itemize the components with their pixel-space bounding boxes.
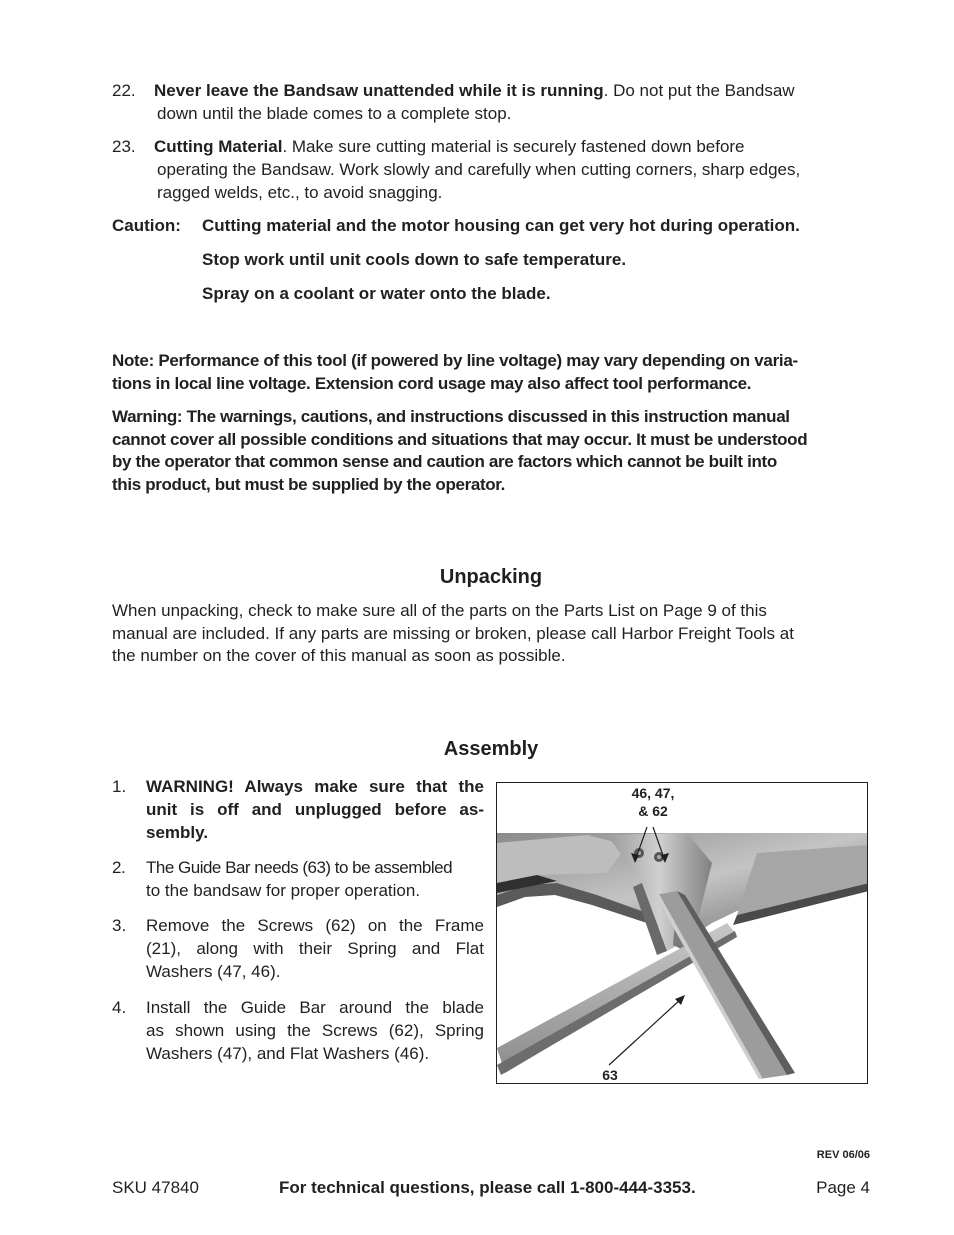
item-22-text-line2: down until the blade comes to a complete stop. — [157, 104, 512, 123]
note-line-1: Note: Performance of this tool (if powered by line voltage) may vary depending on varia- — [112, 351, 798, 370]
callout-line-2: & 62 — [638, 803, 668, 819]
unpacking-line-1: When unpacking, check to make sure all of the parts on the Parts List on Page 9 of this — [112, 601, 767, 620]
assembly-step-4-number: 4. — [112, 998, 127, 1017]
assembly-step-2-number: 2. — [112, 858, 126, 877]
warning-line-3: by the operator that common sense and caution are factors which cannot be built into — [112, 452, 777, 471]
assembly-step-4-line-3: Washers (47), and Flat Washers (46). — [146, 1044, 430, 1063]
callout-line-1: 46, 47, — [631, 785, 675, 801]
assembly-step-2 — [112, 857, 484, 903]
unpacking-line-2: manual are included. If any parts are missing or broken, please call Harbor Freight Tools at — [112, 623, 794, 643]
assembly-step-4-line-2: as shown using the Screws (62), Spring — [146, 1021, 484, 1040]
assembly-step-3-line-2: (21), along with their Spring and Flat — [146, 939, 484, 958]
assembly-step-1 — [112, 776, 484, 846]
assembly-step-1-number: 1. — [112, 777, 127, 796]
item-23-text-line3: ragged welds, etc., to avoid snagging. — [157, 183, 443, 202]
unpacking-text — [112, 600, 872, 670]
item-22-number: 22. — [112, 81, 136, 100]
assembly-step-1-line-2: unit is off and unplugged before as- — [146, 800, 484, 819]
caution-line-3: Spray on a coolant or water onto the blade. — [202, 284, 551, 303]
assembly-step-3 — [112, 915, 484, 985]
assembly-step-3-number: 3. — [112, 916, 127, 935]
assembly-figure — [496, 782, 868, 1084]
caution-block — [112, 215, 872, 310]
assembly-step-2-line-1: The Guide Bar needs (63) to be assembled — [146, 858, 453, 877]
assembly-heading: Assembly — [443, 738, 539, 760]
callout-63: 63 — [602, 1067, 618, 1083]
caution-line-1: Cutting material and the motor housing can get very hot during operation. — [202, 216, 800, 235]
item-23-lead: Cutting Material — [154, 137, 283, 156]
assembly-step-1-line-1: WARNING! Always make sure that the — [146, 777, 484, 796]
item-22-lead: Never leave the Bandsaw unattended while it is running — [154, 81, 604, 100]
item-22 — [112, 80, 872, 126]
assembly-step-4 — [112, 997, 484, 1067]
assembly-step-4-line-1: Install the Guide Bar around the blade — [146, 998, 484, 1017]
footer-tech-support: For technical questions, please call 1-800-444-3353. — [279, 1178, 696, 1197]
guide-bar-photo — [497, 783, 868, 1084]
item-23-text-line2: operating the Bandsaw. Work slowly and carefully when cutting corners, sharp edges, — [157, 160, 801, 179]
warning-block — [112, 406, 872, 498]
assembly-step-1-line-3: sembly. — [146, 823, 209, 842]
assembly-step-2-line-2: to the bandsaw for proper operation. — [146, 881, 421, 900]
callout-46-47-62 — [617, 784, 689, 820]
item-23-number: 23. — [112, 137, 136, 156]
item-23 — [112, 136, 882, 206]
unpacking-heading: Unpacking — [439, 566, 543, 588]
warning-line-4: this product, but must be supplied by the operator. — [112, 474, 506, 494]
note-block — [112, 350, 872, 396]
warning-line-1: Warning: The warnings, cautions, and instructions discussed in this instruction manual — [112, 407, 790, 426]
unpacking-line-3: the number on the cover of this manual as soon as possible. — [112, 646, 566, 665]
caution-line-2: Stop work until unit cools down to safe temperature. — [202, 250, 627, 269]
warning-line-2: cannot cover all possible conditions and situations that may occur. It must be understood — [112, 429, 808, 449]
assembly-step-3-line-3: Washers (47, 46). — [146, 962, 281, 981]
caution-label: Caution: — [112, 216, 181, 235]
revision-label: REV 06/06 — [816, 1149, 870, 1161]
footer-sku: SKU 47840 — [112, 1178, 199, 1197]
item-22-text: . Do not put the Bandsaw — [603, 81, 795, 100]
note-line-2: tions in local line voltage. Extension cord usage may also affect tool performance. — [112, 373, 752, 393]
footer-page-number: Page 4 — [816, 1178, 870, 1197]
item-23-text: . Make sure cutting material is securely fastened down before — [282, 137, 745, 156]
assembly-step-3-line-1: Remove the Screws (62) on the Frame — [146, 916, 484, 935]
